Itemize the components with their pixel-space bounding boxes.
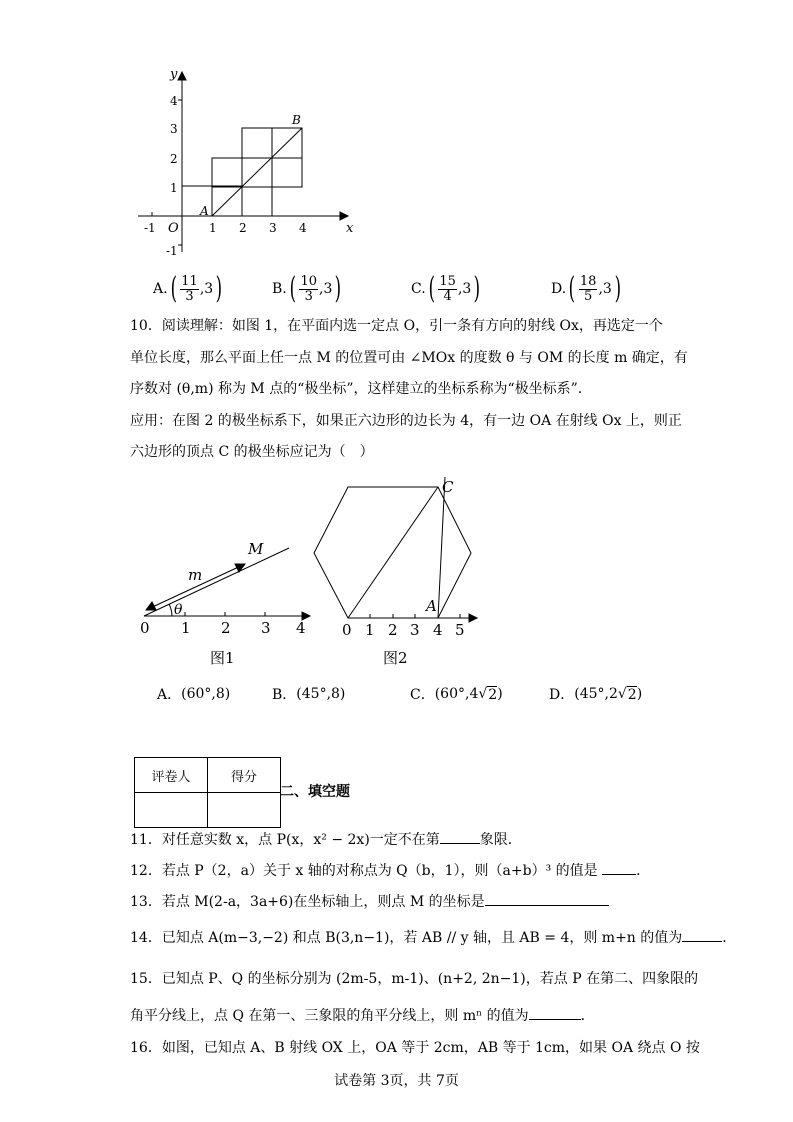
question-11: 11．对任意实数 x，点 P(x，x² − 2x)一定不在第 象限． — [130, 829, 522, 850]
answer-blank[interactable] — [529, 1005, 581, 1020]
figure-2-hexagon — [305, 472, 485, 672]
x-tick: 2 — [239, 221, 247, 235]
grid-figure — [130, 62, 360, 262]
answer-blank[interactable] — [485, 891, 609, 906]
question-15-line1: 15．已知点 P、Q 的坐标分别为 (2m-5，m-1)、(n+2, 2n−1)，若点 P 在第二、四象限的 — [130, 971, 699, 987]
page-footer: 试卷第 3页，共 7页 — [334, 1073, 459, 1089]
fig2-tick: 5 — [455, 621, 465, 639]
section-title: 二、填空题 — [280, 784, 350, 800]
x-tick: 1 — [209, 221, 217, 235]
q10-line: 应用：在图 2 的极坐标系下，如果正六边形的边长为 4，有一边 OA 在射线 Ox 上，则正 — [130, 413, 682, 429]
score-cell[interactable] — [208, 793, 281, 828]
fig2-tick: 2 — [388, 621, 398, 639]
theta-label: θ — [174, 602, 183, 618]
question-15-line2: 角平分线上，点 Q 在第一、三象限的角平分线上，则 mⁿ 的值为 ． — [130, 1005, 595, 1026]
fraction: $\frac{10}{3}$ — [300, 273, 318, 304]
fig1-tick: 0 — [140, 619, 150, 637]
fraction: $\frac{15}{4}$ — [439, 273, 456, 304]
q10-line: 单位长度，那么平面上任一点 M 的位置可由 ∠MOx 的度数 θ 与 OM 的长度 m 确定，有 — [130, 350, 688, 366]
score-header: 得分 — [208, 758, 281, 793]
question-12: 12．若点 P（2，a）关于 x 轴的对称点为 Q（b，1），则（a+b）³ 的值是 ． — [130, 860, 650, 881]
vertex-a-label: A — [426, 597, 437, 615]
question-14: 14．已知点 A(m−3,−2) 和点 B(3,n−1)，若 AB // y 轴，且 AB = 4，则 m+n 的值为 ． — [130, 927, 736, 948]
q10-option-a[interactable]: A． (60°,8) — [157, 686, 231, 703]
q10-option-c[interactable]: C． (60°,4 √ 2 ) — [410, 686, 503, 703]
grader-cell[interactable] — [135, 793, 208, 828]
fig2-tick: 1 — [365, 621, 375, 639]
q9-option-d[interactable]: D. ( $\frac{18}{5}$ , 3 ) — [551, 271, 621, 306]
fig2-tick: 0 — [342, 621, 352, 639]
q9-option-b[interactable]: B. ( $\frac{10}{3}$ , 3 ) — [272, 271, 342, 306]
x-axis-label: x — [346, 221, 354, 236]
q9-option-a[interactable]: A. ( $\frac{11}{3}$ , 3 ) — [153, 271, 223, 306]
fraction: $\frac{18}{5}$ — [579, 273, 597, 304]
fig1-tick: 1 — [181, 619, 191, 637]
y-tick: 1 — [170, 181, 178, 195]
fig2-tick: 4 — [433, 621, 443, 639]
x-tick: 3 — [269, 221, 277, 235]
fig2-tick: 3 — [410, 621, 420, 639]
y-tick: 4 — [170, 94, 178, 108]
question-16-line1: 16．如图，已知点 A、B 射线 OX 上，OA 等于 2cm，AB 等于 1cm，如果 OA 绕点 O 按 — [130, 1040, 700, 1056]
origin-label: O — [168, 221, 179, 236]
question-13: 13．若点 M(2-a，3a+6)在坐标轴上，则点 M 的坐标是 — [130, 891, 609, 912]
point-a-label: A — [200, 204, 209, 218]
figure-1-caption: 图1 — [210, 649, 235, 667]
q10-option-b[interactable]: B． (45°,8) — [272, 686, 346, 703]
q10-line: 序数对 (θ,m) 称为 M 点的“极坐标”，这样建立的坐标系称为“极坐标系”． — [130, 381, 592, 397]
figure-2-caption: 图2 — [383, 649, 408, 667]
point-m-label: M — [248, 540, 264, 558]
length-m-label: m — [188, 566, 203, 584]
answer-blank[interactable] — [440, 829, 480, 844]
x-tick: -1 — [144, 221, 156, 235]
x-tick: 4 — [299, 221, 307, 235]
y-axis-label: y — [170, 67, 178, 82]
y-tick: 3 — [170, 122, 178, 136]
q10-line: 六边形的顶点 C 的极坐标应记为（ ） — [130, 444, 374, 460]
y-tick: 2 — [170, 152, 178, 166]
q9-option-c[interactable]: C. ( $\frac{15}{4}$ , 3 ) — [411, 271, 481, 306]
answer-blank[interactable] — [602, 860, 636, 875]
fig1-tick: 2 — [221, 619, 231, 637]
fig1-tick: 3 — [261, 619, 271, 637]
q10-line: 10．阅读理解：如图 1，在平面内选一定点 O，引一条有方向的射线 Ox，再选定一个 — [130, 318, 663, 334]
vertex-c-label: C — [442, 478, 454, 496]
grader-header: 评卷人 — [135, 758, 208, 793]
fraction: $\frac{11}{3}$ — [181, 273, 198, 304]
answer-blank[interactable] — [682, 927, 722, 942]
score-table — [134, 757, 281, 828]
fig1-tick: 4 — [296, 619, 306, 637]
y-tick: -1 — [166, 244, 178, 258]
point-b-label: B — [292, 113, 301, 127]
q10-option-d[interactable]: D． (45°,2 √ 2 ) — [549, 686, 643, 703]
figure-1-polar — [132, 536, 317, 671]
